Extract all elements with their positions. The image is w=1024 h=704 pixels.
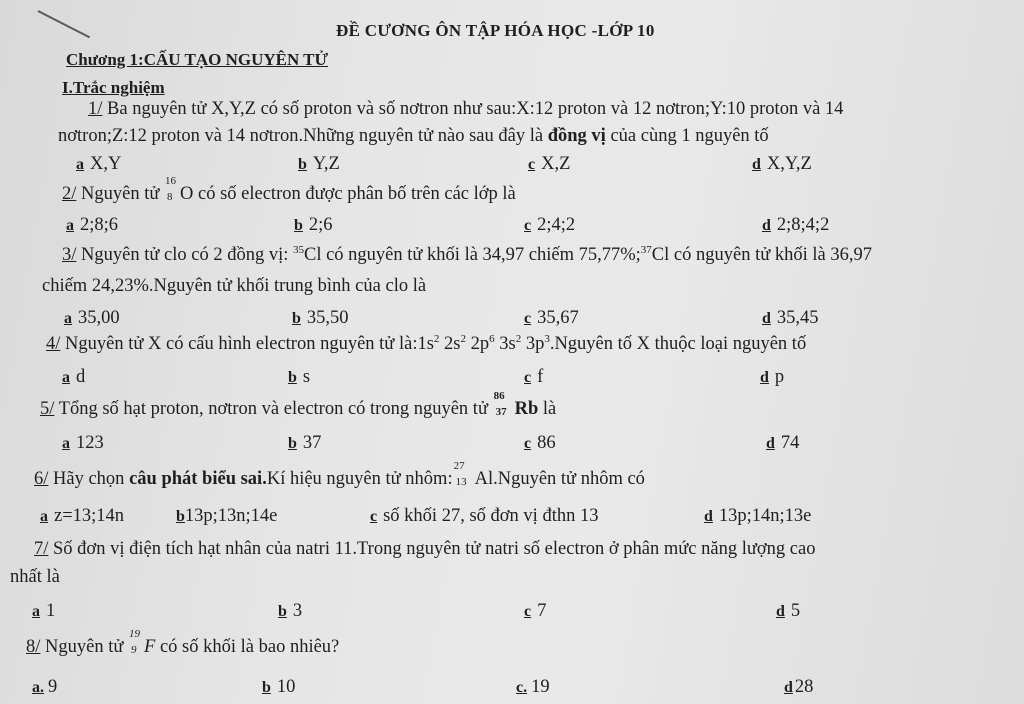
option-letter: a	[40, 508, 48, 525]
q6-option-a[interactable]	[40, 505, 124, 528]
option-text: Y,Z	[312, 154, 340, 174]
option-text: 13p;14n;13e	[718, 506, 812, 526]
option-letter: d	[704, 508, 713, 525]
option-letter: a	[32, 603, 40, 620]
atomic-number: 13	[455, 476, 467, 488]
q6-option-b[interactable]	[176, 505, 277, 528]
question-3-line-2: chiếm 24,23%.Nguyên tử khối trung bình của clo là	[42, 276, 427, 296]
option-text: 19	[531, 677, 550, 697]
option-letter: d	[784, 679, 793, 696]
option-letter: b	[278, 603, 287, 620]
q1-option-a[interactable]	[76, 153, 121, 176]
q2-option-d[interactable]	[762, 214, 829, 237]
option-text: d	[76, 367, 86, 387]
option-text: 3	[292, 601, 303, 621]
q7-option-a[interactable]	[32, 600, 55, 623]
option-text: p	[774, 367, 785, 387]
option-text: 2;4;2	[537, 215, 576, 235]
question-text: 2s	[439, 334, 461, 354]
option-letter: a.	[32, 679, 44, 696]
question-3-line-1	[62, 244, 872, 266]
q1-option-c[interactable]	[528, 153, 570, 176]
option-text: 37	[302, 433, 322, 453]
q2-option-b[interactable]	[294, 214, 333, 237]
question-text: Al.Nguyên tử nhôm có	[474, 469, 645, 489]
question-text: nơtron;Z:12 proton và 14 nơtron.Những nguyên tử nào sau đây là	[58, 126, 548, 146]
atomic-number: 9	[131, 644, 137, 656]
option-letter: d	[760, 369, 769, 386]
option-letter: d	[762, 310, 771, 327]
page-title: ĐỀ CƯƠNG ÔN TẬP HÓA HỌC -LỚP 10	[336, 21, 655, 40]
q5-option-c[interactable]	[524, 432, 556, 455]
question-number: 2/	[62, 184, 77, 204]
option-letter: c	[524, 369, 532, 386]
question-text: O có số electron được phân bố trên các lớp là	[180, 184, 516, 204]
option-letter: d	[766, 435, 775, 452]
option-text: X,Y,Z	[766, 154, 812, 174]
question-number: 5/	[40, 399, 55, 419]
option-text: 2;8;4;2	[776, 215, 830, 235]
bold-term: đồng vị	[547, 126, 606, 146]
exponent: 2	[433, 332, 440, 345]
element-symbol: F	[144, 637, 156, 657]
option-letter: c	[528, 156, 536, 173]
option-letter: a	[76, 156, 84, 173]
option-text: số khối 27, số đơn vị đthn 13	[383, 506, 599, 526]
option-text: 35,45	[776, 308, 819, 328]
question-text: của cùng 1 nguyên tố	[605, 126, 769, 146]
question-8	[26, 628, 340, 658]
option-letter: c	[524, 217, 532, 234]
option-text: 28	[794, 677, 814, 697]
question-4	[46, 333, 806, 355]
q1-option-d[interactable]	[752, 153, 812, 176]
q3-option-a[interactable]	[64, 307, 120, 330]
option-text: 2;6	[308, 215, 333, 235]
exponent: 3	[544, 332, 550, 345]
q4-option-c[interactable]	[524, 366, 543, 389]
exponent: 2	[515, 332, 522, 345]
question-number: 3/	[62, 245, 77, 265]
question-text: Kí hiệu nguyên tử nhôm:	[266, 469, 453, 489]
q3-option-c[interactable]	[524, 307, 579, 330]
mass-number: 35	[292, 243, 304, 256]
question-text: Nguyên tử	[76, 184, 165, 204]
question-text: 3s	[494, 334, 516, 354]
question-7-line-2: nhất là	[10, 567, 60, 587]
option-letter: b	[298, 156, 307, 173]
question-text: Ba nguyên tử X,Y,Z có số proton và số nơtron như sau:X:12 proton và 12 nơtron;Y:10 proton và 14	[102, 99, 844, 119]
q8-option-a[interactable]	[32, 676, 57, 699]
question-text: 3p	[521, 334, 545, 354]
option-text: 74	[780, 433, 800, 453]
option-text: 13p;13n;14e	[184, 506, 278, 526]
bold-term: câu phát biểu sai.	[129, 469, 267, 489]
question-number: 4/	[46, 334, 61, 354]
option-text: 9	[48, 677, 58, 697]
option-text: 2;8;6	[80, 215, 119, 235]
question-number: 6/	[34, 469, 49, 489]
option-text: 35,00	[78, 308, 120, 328]
isotope-notation	[164, 175, 180, 203]
chapter-heading: Chương 1:CẤU TẠO NGUYÊN TỬ	[66, 50, 329, 69]
question-text: Tổng số hạt proton, nơtron và electron có trong nguyên tử	[54, 399, 493, 419]
q2-option-c[interactable]	[524, 214, 575, 237]
option-letter: b	[292, 310, 301, 327]
atomic-number: 8	[167, 191, 173, 203]
option-letter: a	[62, 435, 70, 452]
option-letter: c	[524, 435, 532, 452]
option-letter: a	[66, 217, 74, 234]
option-text: 7	[537, 601, 547, 621]
q7-option-b[interactable]	[278, 600, 302, 623]
question-number: 8/	[26, 637, 41, 657]
option-text: 35,50	[306, 308, 349, 328]
option-letter: b	[294, 217, 303, 234]
question-7-line-1	[34, 538, 815, 560]
question-5	[40, 390, 557, 420]
question-6	[34, 460, 645, 490]
q7-option-c[interactable]	[524, 600, 546, 623]
question-text: Cl có nguyên tử khối là 36,97	[651, 245, 872, 265]
option-text: f	[537, 367, 544, 387]
section-heading: I.Trắc nghiệm	[62, 78, 165, 97]
option-letter: c	[524, 310, 532, 327]
option-text: 1	[46, 601, 56, 621]
option-text: X,Z	[541, 154, 571, 174]
question-text: 2p	[465, 334, 490, 354]
mass-number: 16	[165, 175, 177, 187]
option-letter: a	[62, 369, 70, 386]
question-text: Số đơn vị điện tích hạt nhân của natri 11.Trong nguyên tử natri số electron ở phân mức năng lượng cao	[48, 539, 816, 559]
isotope-notation	[493, 390, 515, 418]
mass-number: 37	[640, 243, 652, 256]
question-text: Hãy chọn	[48, 469, 130, 489]
option-text: 10	[276, 677, 296, 697]
q5-option-b[interactable]	[288, 432, 321, 455]
option-text: 123	[76, 433, 104, 453]
option-letter: c	[524, 603, 532, 620]
q5-option-a[interactable]	[62, 432, 104, 455]
q6-option-c[interactable]	[370, 505, 598, 528]
option-letter: d	[776, 603, 785, 620]
q1-option-b[interactable]	[298, 153, 340, 176]
option-text: z=13;14n	[54, 506, 125, 526]
option-letter: c.	[516, 679, 528, 696]
option-text: s	[302, 367, 311, 387]
atomic-number: 37	[495, 406, 507, 418]
option-letter: b	[262, 679, 271, 696]
option-text: 86	[537, 433, 556, 453]
question-text: Cl có nguyên tử khối là 34,97 chiếm 75,77%;	[303, 245, 641, 265]
option-text: 5	[790, 601, 801, 621]
q5-option-d[interactable]	[766, 432, 799, 455]
exponent: 2	[460, 332, 466, 345]
question-text: Nguyên tử X có cấu hình electron nguyên tử là:1s	[60, 334, 434, 354]
question-text: là	[538, 399, 557, 419]
q8-option-d[interactable]	[784, 676, 813, 699]
option-text: 35,67	[537, 308, 579, 328]
question-1-line-2	[58, 125, 769, 147]
q2-option-a[interactable]	[66, 214, 118, 237]
option-text: X,Y	[90, 154, 122, 174]
q4-option-b[interactable]	[288, 366, 310, 389]
question-text: Nguyên tử	[40, 637, 129, 657]
option-letter: d	[752, 156, 761, 173]
q8-option-c[interactable]	[516, 676, 550, 699]
q3-option-d[interactable]	[762, 307, 819, 330]
question-1-line-1	[88, 98, 843, 120]
pen-mark	[38, 10, 91, 38]
option-letter: a	[64, 310, 72, 327]
element-symbol: Rb	[514, 399, 539, 419]
question-number: 1/	[88, 99, 103, 119]
question-number: 7/	[34, 539, 49, 559]
mass-number: 86	[493, 390, 505, 402]
exponent: 6	[489, 332, 495, 345]
option-letter: b	[176, 508, 185, 525]
question-text: .Nguyên tố X thuộc loại nguyên tố	[549, 334, 807, 354]
option-letter: b	[288, 369, 297, 386]
question-text: có số khối là bao nhiêu?	[155, 637, 340, 657]
mass-number: 27	[453, 460, 465, 472]
option-letter: b	[288, 435, 297, 452]
q4-option-d[interactable]	[760, 366, 784, 389]
q4-option-a[interactable]	[62, 366, 85, 389]
q3-option-b[interactable]	[292, 307, 349, 330]
option-letter: d	[762, 217, 771, 234]
isotope-notation	[128, 628, 144, 656]
option-letter: c	[370, 508, 378, 525]
question-text: Nguyên tử clo có 2 đồng vị:	[76, 245, 293, 265]
isotope-notation	[453, 460, 475, 488]
mass-number: 19	[129, 628, 141, 640]
q6-option-d[interactable]	[704, 505, 811, 528]
q8-option-b[interactable]	[262, 676, 295, 699]
question-2	[62, 175, 516, 205]
q7-option-d[interactable]	[776, 600, 800, 623]
